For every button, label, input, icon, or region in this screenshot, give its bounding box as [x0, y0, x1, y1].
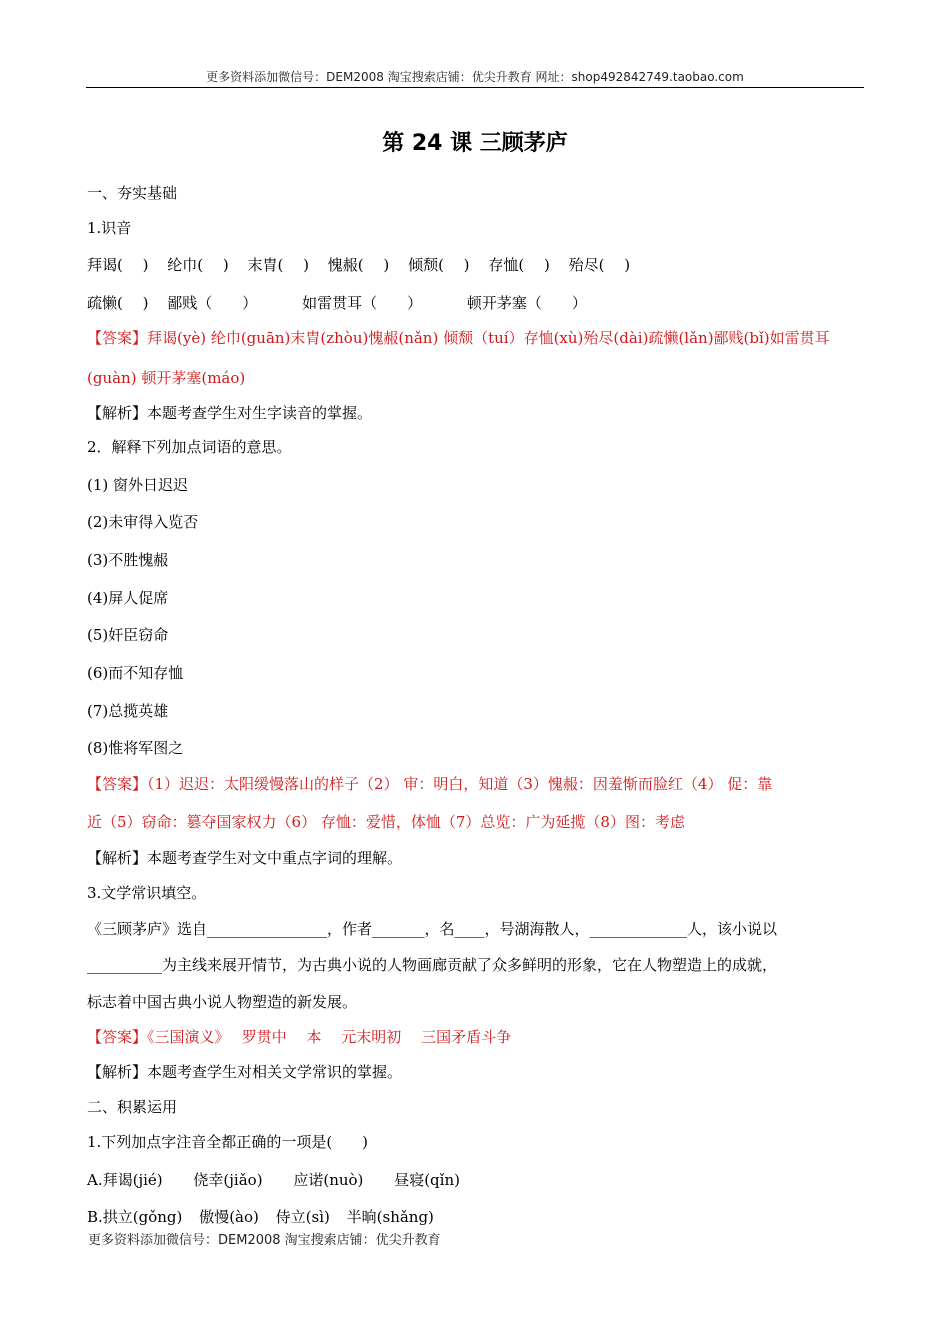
question-heading: 3.文学常识填空。: [87, 884, 207, 902]
word-item: 愧赧( ): [327, 256, 390, 274]
question-text: __________为主线来展开情节，为古典小说的人物画廊贡献了众多鲜明的形象，它在人物塑造上的成就，: [87, 956, 778, 974]
analysis-text: 【解析】本题考查学生对相关文学常识的掌握。: [87, 1063, 403, 1081]
list-item: (6)而不知存恤: [87, 664, 184, 682]
option-item: 昼寝(qǐn): [394, 1171, 460, 1189]
question-text: 《三顾茅庐》选自________________，作者_______，名____，号湖海散人，_____________人，该小说以: [87, 920, 778, 938]
word-item: 纶巾( ): [167, 256, 229, 274]
question-heading: 2．解释下列加点词语的意思。: [87, 438, 292, 456]
answer-text: 【答案】拜谒(yè) 纶巾(guān)末胄(zhòu)愧赧(nǎn) 倾颓（tuí）存恤(xù)殆尽(dài)疏懒(lǎn)鄙贱(bǐ)如雷贯耳: [87, 329, 830, 347]
list-item: (1) 窗外日迟迟: [87, 476, 189, 494]
answer-text: 近（5）窃命：篡夺国家权力（6） 存恤：爱惜，体恤（7）总览：广为延揽（8）图：考虑: [87, 813, 685, 831]
page-footer: 更多资料添加微信号：DEM2008 淘宝搜索店铺：优尖升教育: [88, 1233, 441, 1248]
word-item: 存恤( ): [488, 256, 550, 274]
answer-text: 【答案】（1）迟迟：太阳缓慢落山的样子（2） 审：明白，知道（3）愧赧：因羞惭而脸红（4） 促：靠: [87, 775, 773, 793]
word-item: 如雷贯耳（ ）: [302, 294, 423, 312]
page-title: 第 24 课 三顾茅庐: [382, 131, 568, 156]
option-row: [87, 1207, 434, 1227]
option-item: B.拱立(gǒng): [87, 1208, 183, 1226]
question-text: 标志着中国古典小说人物塑造的新发展。: [87, 993, 358, 1011]
list-item: (5)奸臣窃命: [87, 626, 169, 644]
option-item: 侍立(sì): [275, 1208, 330, 1226]
option-item: 傲慢(ào): [199, 1208, 259, 1226]
word-item: 倾颓( ): [408, 256, 470, 274]
word-item: 疏懒( ): [87, 294, 149, 312]
section-heading: 二、积累运用: [87, 1098, 178, 1116]
section-heading: 一、夯实基础: [87, 184, 178, 202]
option-row: [87, 1170, 460, 1190]
analysis-text: 【解析】本题考查学生对文中重点字词的理解。: [87, 849, 403, 867]
list-item: (4)屏人促席: [87, 589, 169, 607]
list-item: (8)惟将军图之: [87, 739, 184, 757]
list-item: (3)不胜愧赧: [87, 551, 169, 569]
word-item: 拜谒( ): [87, 256, 149, 274]
word-item: 殆尽( ): [568, 256, 631, 274]
option-item: 应诺(nuò): [293, 1171, 364, 1189]
question-heading: 1.下列加点字注音全都正确的一项是( ): [87, 1133, 369, 1151]
option-item: 侥幸(jiǎo): [193, 1171, 263, 1189]
answer-text: 【答案】《三国演义》 罗贯中 本 元末明初 三国矛盾斗争: [87, 1028, 512, 1046]
word-item: 顿开茅塞（ ）: [466, 294, 587, 312]
answer-text: (guàn) 顿开茅塞(máo): [87, 369, 246, 387]
word-item: 末胄( ): [247, 256, 310, 274]
list-item: (2)未审得入览否: [87, 513, 199, 531]
pinyin-row: [87, 255, 644, 275]
option-item: A.拜谒(jié): [87, 1171, 163, 1189]
analysis-text: 【解析】本题考查学生对生字读音的掌握。: [87, 404, 373, 422]
word-item: 鄙贱（ ）: [167, 294, 258, 312]
header-divider: [86, 87, 864, 88]
option-item: 半晌(shǎng): [346, 1208, 434, 1226]
question-heading: 1.识音: [87, 219, 132, 237]
pinyin-row: [87, 293, 601, 313]
page-header: 更多资料添加微信号：DEM2008 淘宝搜索店铺：优尖升教育 网址：shop492842749.taobao.com: [206, 70, 744, 84]
list-item: (7)总揽英雄: [87, 702, 169, 720]
